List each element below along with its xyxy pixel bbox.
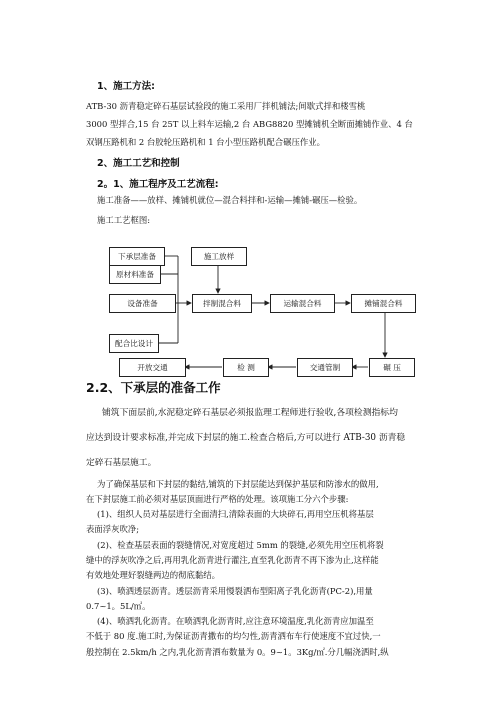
box-setting-out: 施工放样 [191,247,247,266]
para23-line-8: (3)、喷洒透层沥青。透层沥青采用慢裂洒布型阳离子乳化沥青(PC-2),用量 [97,586,373,596]
box-traffic-control: 交通管制 [297,358,353,377]
diagram-title: 施工工艺框图: [97,215,151,225]
para22-line-1: 铺筑下面层前,水泥稳定碎石基层必须报监理工程师进行验收,各项检测指标均 [102,408,398,418]
box-inspection: 检 测 [223,358,269,377]
box-open-traffic: 开放交通 [119,358,186,377]
box-rolling: 碾 压 [369,358,415,377]
box-equipment-prep: 设备准备 [109,294,176,313]
flow-description: 施工准备——放样、摊铺机就位—混合料拌和-运输—摊铺-碾压—检验。 [97,195,363,205]
para-method-line-3: 双钢压路机和 2 台胶轮压路机和 1 台小型压路机配合碾压作业。 [86,137,326,147]
para22-line-2: 应达到设计要求标准,并完成下封层的施工.检查合格后,方可以进行 ATB-30 沥青稳 [86,433,406,443]
box-raw-material-prep: 原材料准备 [109,265,161,284]
box-transport: 运输混合料 [270,294,335,313]
box-paving: 摊铺混合料 [351,294,416,313]
para23-line-4: 表面浮灰吹净; [86,524,140,534]
box-base-layer-prep: 下承层准备 [109,247,165,266]
para22-line-3: 定碎石基层施工。 [86,458,157,468]
heading-base-layer-prep: 2.2、下承层的准备工作 [86,380,221,395]
para23-line-11: 不低于 80 度.施工时,为保证沥青撒布的均匀性,沥青洒布车行使速度不宜过快,一 [86,631,381,641]
para23-line-3: (1)、组织人员对基层进行全面清扫,清除表面的大块碎石,再用空压机将基层 [97,509,374,519]
box-mixing: 拌制混合料 [192,294,252,313]
para23-line-2: 在下封层施工前必须对基层顶面进行严格的处理。该项施工分六个步骤: [86,494,349,504]
para-method-line-2: 3000 型拌合,15 台 25T 以上料车运输,2 台 ABG8820 型摊铺机全断面摊铺作业、4 台 [86,119,413,129]
heading-process-control: 2、施工工艺和控制 [97,158,180,169]
para23-line-6: 缝中的浮灰吹净之后,再用乳化沥青进行灌注,直至乳化沥青不再下渗为止,这样能 [86,555,379,565]
para23-line-12: 般控制在 2.5km/h 之内,乳化沥青洒布数量为 0。9~1。3Kg/㎡.分几幅浇洒时,纵 [86,647,389,657]
heading-procedure-flow: 2。1、施工程序及工艺流程: [97,179,219,190]
para23-line-7: 有效地处理好裂缝两边的彻底黏结。 [86,570,220,580]
heading-construction-method: 1、施工方法: [97,81,155,92]
para23-line-1: 为了确保基层和下封层的黏结,铺筑的下封层能达到保护基层和防渗水的做用, [97,479,379,489]
para-method-line-1: ATB-30 沥青稳定碎石基层试验段的施工采用厂拌机铺法;间歇式拌和楼雪桃 [86,101,366,111]
box-mix-design: 配合比设计 [109,334,159,353]
para23-line-10: (4)、喷洒乳化沥青。在喷洒乳化沥青时,应注意环境温度,乳化沥青应加温至 [97,616,374,626]
para23-line-9: 0.7~1。5L/㎡。 [86,601,151,611]
para23-line-5: (2)、检查基层表面的裂缝情况,对宽度超过 5mm 的裂缝,必须先用空压机将裂 [97,540,384,550]
